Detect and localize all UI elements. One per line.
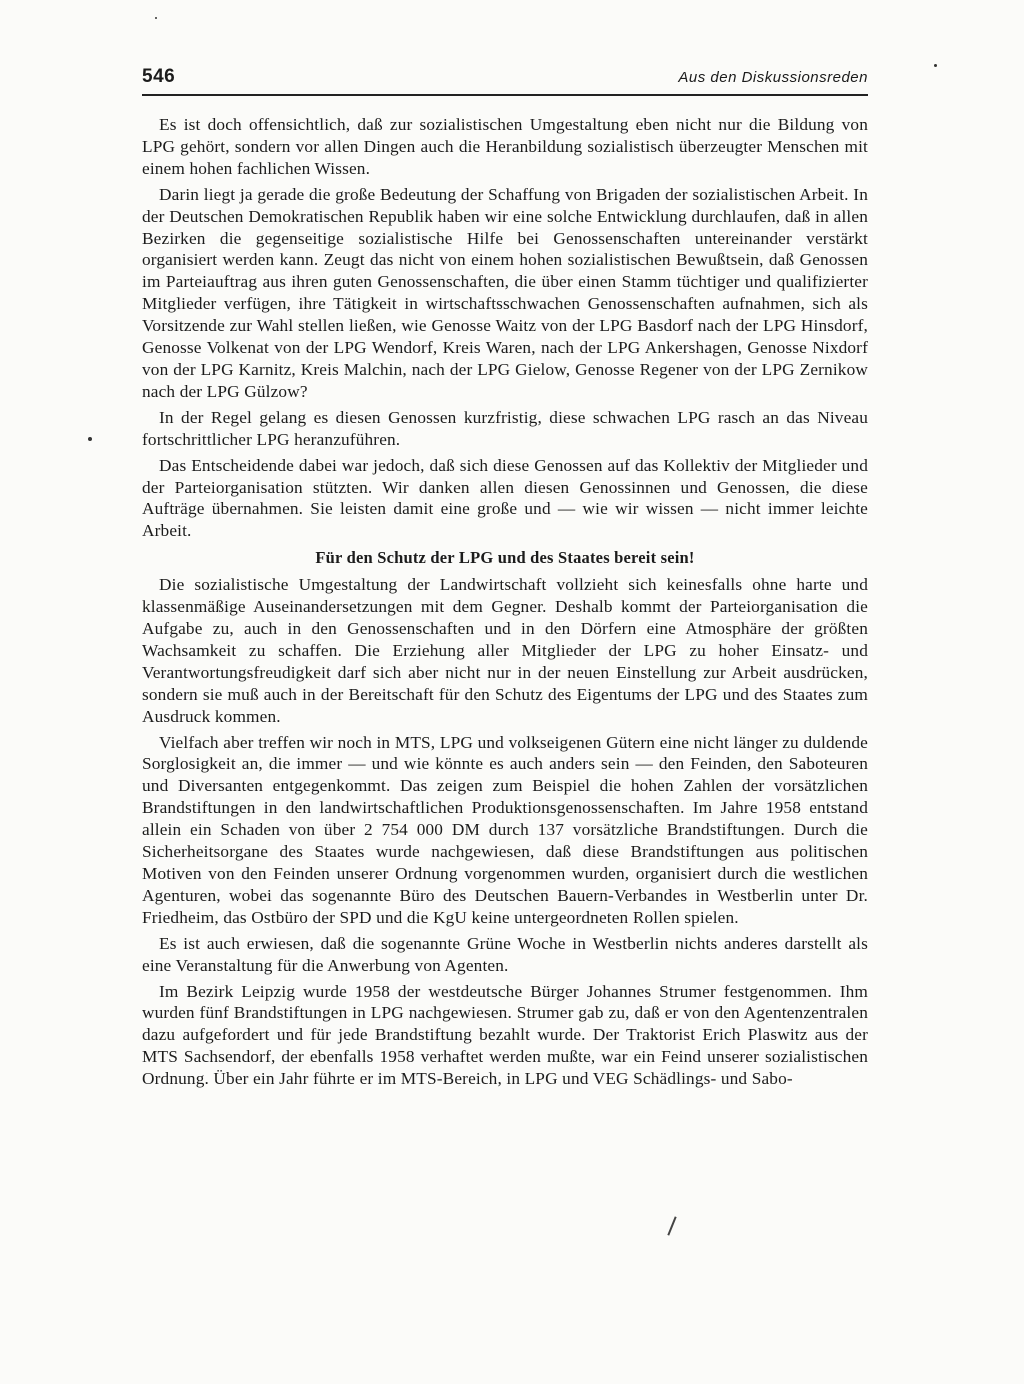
- corner-speck: [934, 64, 937, 67]
- top-speck: [155, 17, 157, 19]
- body-text: [142, 114, 868, 1090]
- paragraph-1: Es ist doch offensichtlich, daß zur sozialistischen Umgestaltung eben nicht nur die Bildung von LPG gehört, sondern vor allen Dingen auch die Heranbildung sozialistisch überzeugter Menschen mit einem hohen fachlichen Wissen.: [142, 115, 868, 178]
- section-paragraph-2: Vielfach aber treffen wir noch in MTS, LPG und volkseigenen Gütern eine nicht länger zu duldende Sorglosigkeit an, die immer — und wie könnte es auch anders sein — den Feinden, den Saboteuren und Diversanten entgegenkommt. Das zeigen zum Beispiel die hohen Zahlen der vorsätzlichen Brandstiftungen in den landwirtschaftlichen Produktionsgenossenschaften. Im Jahre 1958 entstand allein ein Schaden von über 2 754 000 DM durch 137 vorsätzliche Brandstiftungen. Durch die Sicherheitsorgane des Staates wurde nachgewiesen, daß diese Brandstiftungen aus politischen Motiven von den Feinden unserer Ordnung vorgenommen wurden, organisiert durch die westlichen Agenturen, wobei das sogenannte Büro des Deutschen Bauern-Verbandes in Westberlin unter Dr. Friedheim, das Ostbüro der SPD und die KgU keine untergeordneten Rollen spielen.: [142, 732, 868, 927]
- paragraph-2: Darin liegt ja gerade die große Bedeutung der Schaffung von Brigaden der sozialistischen Arbeit. In der Deutschen Demokratischen Republik haben wir eine solche Entwicklung durchlaufen, daß in allen Bezirken die gegenseitige sozialistische Hilfe bei Genossenschaften untereinander verstärkt organisiert werden kann. Zeugt das nicht von einem hohen sozialistischen Bewußtsein, daß Genossen im Parteiauftrag aus ihren guten Genossenschaften, die über einen Stamm tüchtiger und qualifizierter Mitglieder verfügen, ihre Tätigkeit in wirtschaftsschwachen Genossenschaften aufnahmen, sich als Vorsitzende zur Wahl stellen ließen, wie Genosse Waitz von der LPG Basdorf nach der LPG Hinsdorf, Genosse Volkenat von der LPG Wendorf, Kreis Waren, nach der LPG Ankershagen, Genosse Nixdorf von der LPG Karnitz, Kreis Malchin, nach der LPG Gielow, Genosse Regener von der LPG Zernikow nach der LPG Gülzow?: [142, 184, 868, 401]
- pen-mark: [667, 1216, 676, 1235]
- paragraph-3: In der Regel gelang es diesen Genossen kurzfristig, diese schwachen LPG rasch an das Niveau fortschrittlicher LPG heranzuführen.: [142, 407, 868, 449]
- section-heading: Für den Schutz der LPG und des Staates bereit sein!: [315, 548, 695, 568]
- running-head: Aus den Diskussionsreden: [678, 69, 868, 86]
- paragraph-4: Das Entscheidende dabei war jedoch, daß sich diese Genossen auf das Kollektiv der Mitglieder und der Parteiorganisation stützten. Wir danken allen diesen Genossinnen und Genossen, die diese Aufträge übernahmen. Sie leisten damit eine große und — wie wir wissen — nicht immer leichte Arbeit.: [142, 455, 868, 541]
- page-number: 546: [142, 66, 176, 87]
- section-paragraph-1: Die sozialistische Umgestaltung der Landwirtschaft vollzieht sich keinesfalls ohne harte und klassenmäßige Auseinandersetzungen mit dem Gegner. Deshalb kommt der Parteiorganisation die Aufgabe zu, auch in den Genossenschaften und in den Dörfern eine Atmosphäre der größten Wachsamkeit zu schaffen. Die Erziehung aller Mitglieder der LPG zu hoher Einsatz- und Verantwortungsfreudigkeit darf sich aber nicht nur in der neuen Einstellung zur Arbeit ausdrücken, sondern sie muß auch in der Bereitschaft für den Schutz des Eigentums der LPG und des Staates zum Ausdruck kommen.: [142, 575, 868, 726]
- section-paragraph-4: Im Bezirk Leipzig wurde 1958 der westdeutsche Bürger Johannes Strumer festgenommen. Ihm wurden fünf Brandstiftungen in LPG nachgewiesen. Strumer gab zu, daß er von den Agentenzentralen dazu aufgefordert und für jede Brandstiftung bezahlt wurde. Der Traktorist Erich Plaswitz aus der MTS Sachsendorf, der ebenfalls 1958 verhaftet werden mußte, war ein Feind unserer sozialistischen Ordnung. Über ein Jahr führte er im MTS-Bereich, in LPG und VEG Schädlings- und Sabo-: [142, 981, 868, 1089]
- section-paragraph-3: Es ist auch erwiesen, daß die sogenannte Grüne Woche in Westberlin nichts anderes darstellt als eine Veranstaltung für die Anwerbung von Agenten.: [142, 933, 868, 975]
- margin-dot: [88, 437, 92, 441]
- page-header: [142, 66, 868, 96]
- document-page: [142, 66, 868, 1094]
